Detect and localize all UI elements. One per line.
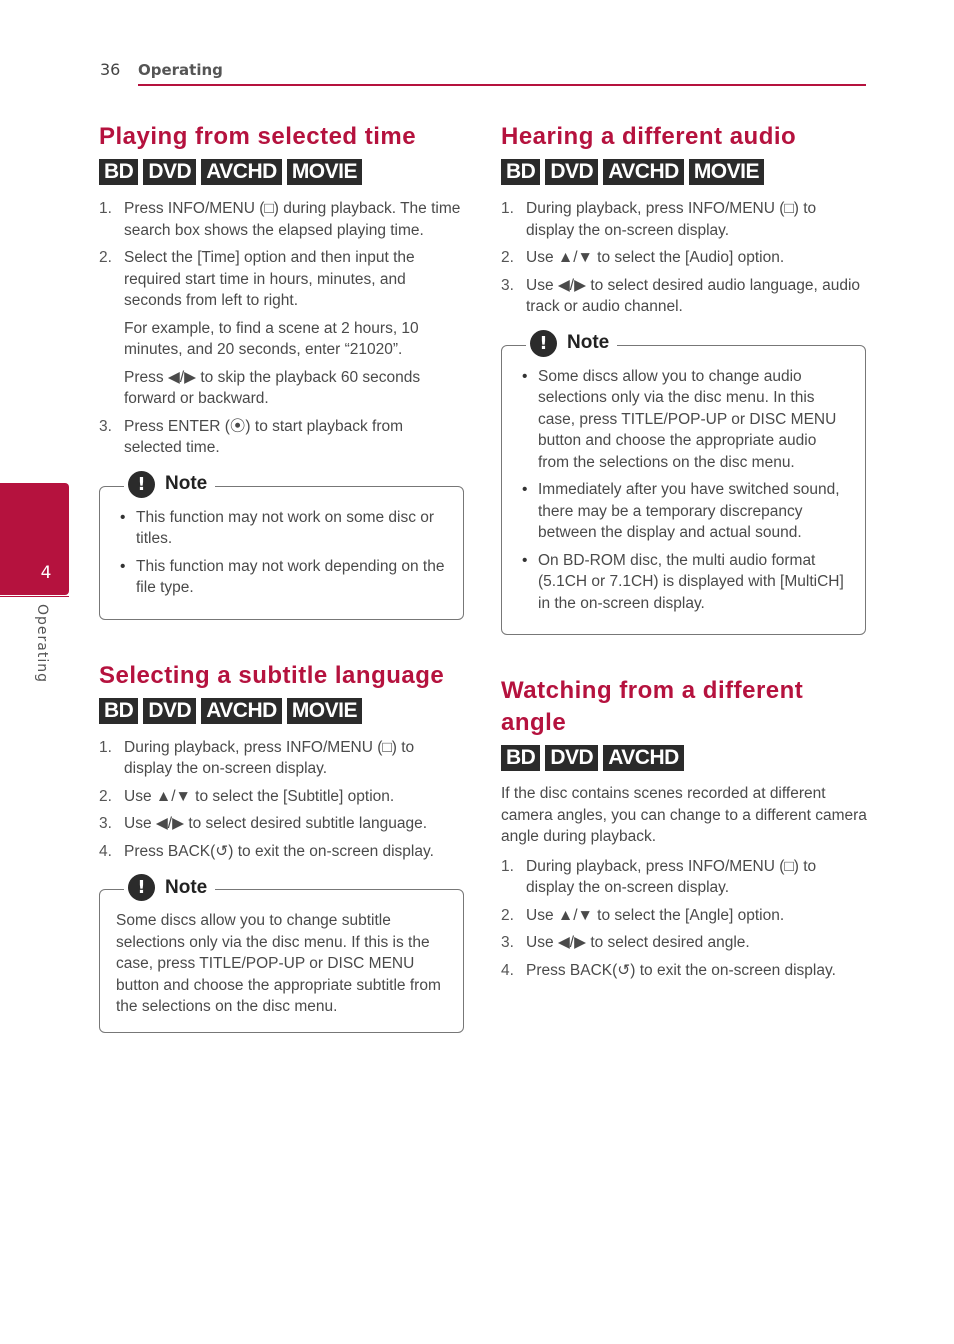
note-text: Some discs allow you to change subtitle selections only via the disc menu. If this is the case, press TITLE/POP-UP or DISC MENU button and choose the appropriate subtitle from the selections on the disc menu. — [116, 912, 441, 1015]
step-item — [501, 247, 867, 269]
badge-bd: BD — [501, 745, 540, 771]
note-header — [124, 471, 215, 498]
section-different-angle — [501, 675, 867, 981]
header-section-title: Operating — [138, 61, 223, 79]
step-text: Use ▲/▼ to select the [Angle] option. — [526, 906, 785, 924]
step-item — [501, 198, 867, 241]
step-list — [99, 198, 465, 459]
badge-avchd: AVCHD — [201, 159, 282, 185]
note-header — [124, 874, 215, 901]
note-title: Note — [165, 876, 208, 898]
note-item: • This function may not work depending on the file type. — [116, 556, 449, 599]
step-text: Select the [Time] option and then input the required start time in hours, minutes, and seconds from left to right. — [124, 249, 415, 309]
badge-dvd: DVD — [545, 159, 598, 185]
badge-dvd: DVD — [545, 745, 598, 771]
step-text: During playback, press INFO/MENU (□) to display the on-screen display. — [526, 200, 817, 239]
note-box — [99, 876, 464, 1033]
badge-avchd: AVCHD — [603, 745, 684, 771]
badge-dvd: DVD — [143, 698, 196, 724]
badge-avchd: AVCHD — [603, 159, 684, 185]
step-item — [99, 786, 465, 808]
step-list — [501, 856, 867, 982]
step-item — [501, 932, 867, 954]
note-item: • This function may not work on some disc or titles. — [116, 507, 449, 550]
badge-bd: BD — [99, 159, 138, 185]
step-skip-hint: Press ◀/▶ to skip the playback 60 seconds forward or backward. — [124, 368, 421, 407]
disc-type-badges — [501, 745, 867, 771]
section-intro: If the disc contains scenes recorded at different camera angles, you can change to a different camera angle during playback. — [501, 785, 867, 845]
exclamation-icon: ! — [530, 330, 557, 357]
step-text: Use ▲/▼ to select the [Audio] option. — [526, 249, 785, 266]
header-rule — [138, 84, 866, 86]
badge-dvd: DVD — [143, 159, 196, 185]
step-text: Use ◀/▶ to select desired angle. — [526, 934, 750, 951]
note-item: • Some discs allow you to change audio selections only via the disc menu. In this case, press TITLE/POP-UP or DISC MENU button and choose the appropriate audio from the selections on the disc menu. — [518, 366, 851, 474]
chapter-label: Operating — [34, 604, 50, 683]
step-number: 3. — [501, 276, 514, 294]
step-item — [501, 856, 867, 899]
step-item — [99, 841, 465, 863]
badge-movie: MOVIE — [287, 698, 362, 724]
step-number: 3. — [99, 417, 112, 435]
step-number: 1. — [99, 738, 112, 756]
note-item: • Immediately after you have switched sound, there may be a temporary discrepancy between the display and actual sound. — [518, 479, 851, 544]
section-title: Playing from selected time — [99, 123, 417, 150]
step-number: 2. — [99, 787, 112, 805]
note-list — [518, 366, 851, 615]
step-item — [99, 737, 465, 780]
step-list — [501, 198, 867, 318]
note-list — [116, 507, 449, 599]
step-text: Press BACK(↺) to exit the on-screen display. — [124, 842, 434, 860]
exclamation-icon: ! — [128, 874, 155, 901]
step-number: 1. — [501, 857, 514, 875]
step-number: 2. — [501, 249, 514, 266]
step-item — [501, 960, 867, 982]
step-number: 2. — [99, 249, 112, 266]
section-title: Hearing a different audio — [501, 123, 797, 150]
section-different-audio — [501, 121, 867, 635]
page-number: 36 — [100, 60, 121, 79]
step-list — [99, 737, 465, 863]
disc-type-badges — [99, 698, 465, 724]
step-text: Use ◀/▶ to select desired audio language, audio track or audio channel. — [526, 276, 861, 315]
page-header — [100, 58, 866, 88]
section-playing-from-time — [99, 121, 465, 620]
note-box — [501, 332, 866, 636]
badge-bd: BD — [99, 698, 138, 724]
step-item — [501, 905, 867, 927]
step-item — [99, 198, 465, 241]
right-column — [501, 121, 867, 987]
section-subtitle-language — [99, 660, 465, 1033]
step-text: During playback, press INFO/MENU (□) to display the on-screen display. — [124, 738, 415, 777]
disc-type-badges — [501, 159, 867, 185]
chapter-number: 4 — [40, 563, 52, 583]
step-item — [99, 247, 465, 410]
step-number: 1. — [99, 200, 112, 217]
step-number: 4. — [99, 842, 112, 860]
left-column — [99, 121, 465, 1033]
step-number: 1. — [501, 200, 514, 217]
step-number: 4. — [501, 961, 514, 979]
step-item — [501, 275, 867, 318]
step-text: Use ▲/▼ to select the [Subtitle] option. — [124, 787, 395, 805]
step-example: For example, to find a scene at 2 hours, 10 minutes, and 20 seconds, enter “21020”. — [124, 319, 419, 358]
side-tab-rule — [0, 596, 69, 597]
note-item: • On BD-ROM disc, the multi audio format (5.1CH or 7.1CH) is displayed with [MultiCH] in the on-screen display. — [518, 550, 851, 615]
step-item — [99, 813, 465, 835]
badge-avchd: AVCHD — [201, 698, 282, 724]
step-text: Use ◀/▶ to select desired subtitle language. — [124, 815, 428, 832]
section-title: Watching from a different angle — [501, 677, 804, 736]
disc-type-badges — [99, 159, 465, 185]
note-header — [526, 330, 617, 357]
step-text: During playback, press INFO/MENU (□) to display the on-screen display. — [526, 857, 817, 896]
step-text: Press BACK(↺) to exit the on-screen display. — [526, 961, 836, 979]
note-title: Note — [567, 332, 610, 354]
badge-movie: MOVIE — [287, 159, 362, 185]
step-number: 3. — [99, 815, 112, 832]
exclamation-icon: ! — [128, 471, 155, 498]
badge-movie: MOVIE — [689, 159, 764, 185]
note-box — [99, 473, 464, 620]
step-text: Press ENTER (⦿) to start playback from selected time. — [124, 417, 404, 456]
step-text: Press INFO/MENU (□) during playback. The time search box shows the elapsed playing time. — [124, 200, 461, 239]
badge-bd: BD — [501, 159, 540, 185]
note-title: Note — [165, 473, 208, 495]
step-number: 2. — [501, 906, 514, 924]
section-title: Selecting a subtitle language — [99, 661, 445, 689]
step-item — [99, 416, 465, 459]
step-number: 3. — [501, 934, 514, 951]
